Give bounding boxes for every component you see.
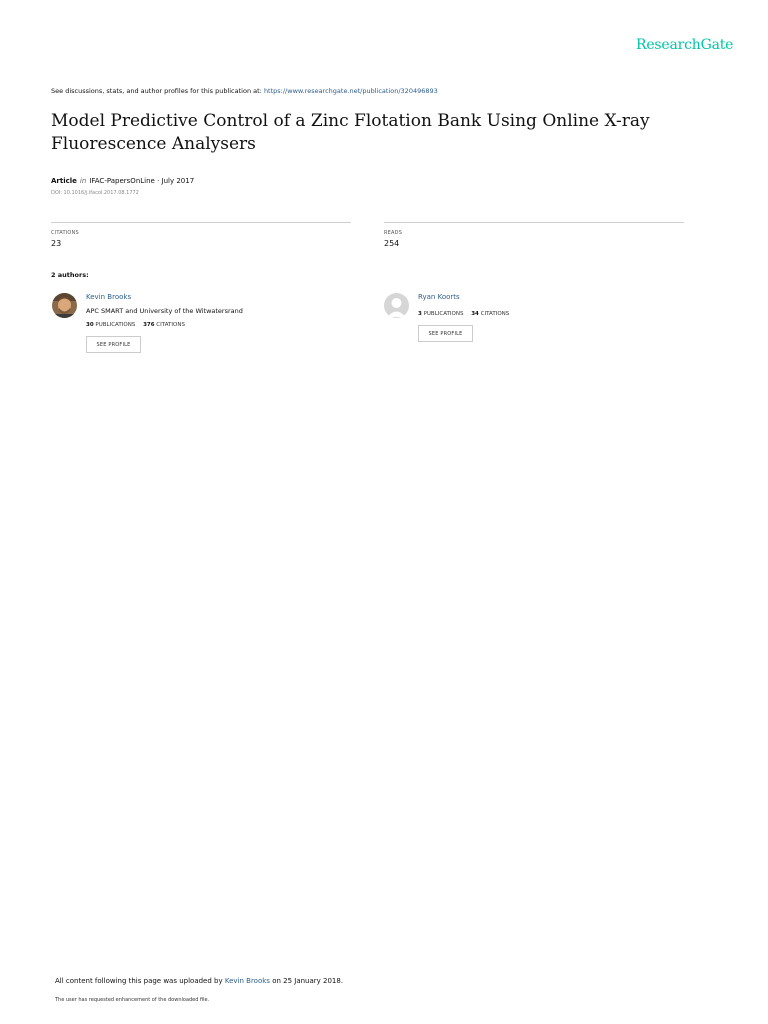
publication-venue-date: IFAC-PapersOnLine · July 2017 bbox=[89, 177, 195, 185]
author-avatar-kevin-brooks[interactable] bbox=[52, 293, 77, 318]
author-photo-icon bbox=[52, 293, 77, 318]
discussion-line bbox=[51, 87, 438, 95]
reads-value: 254 bbox=[384, 239, 400, 248]
author-publications-label: PUBLICATIONS bbox=[95, 322, 136, 328]
author-citations-count: 34 bbox=[471, 311, 479, 317]
citations-label: CITATIONS bbox=[51, 230, 79, 236]
see-profile-button[interactable]: SEE PROFILE bbox=[418, 325, 473, 342]
citations-divider bbox=[51, 222, 351, 223]
publication-doi: DOI: 10.1016/j.ifacol.2017.08.1772 bbox=[51, 190, 139, 196]
author-citations-label: CITATIONS bbox=[480, 311, 510, 317]
authors-heading: 2 authors: bbox=[51, 271, 89, 279]
default-avatar-icon bbox=[384, 293, 409, 318]
publication-title: Model Predictive Control of a Zinc Flotation Bank Using Online X-ray Fluorescence Analysers bbox=[51, 111, 650, 154]
author-citations-label: CITATIONS bbox=[156, 322, 185, 328]
publication-link-rest: www.researchgate.net/publication/320496893 bbox=[287, 87, 438, 95]
see-profile-button[interactable]: SEE PROFILE bbox=[86, 336, 141, 353]
author-affiliation: APC SMART and University of the Witwatersrand bbox=[86, 307, 243, 315]
author-citations-count: 376 bbox=[143, 322, 155, 328]
author-publications-count: 30 bbox=[86, 322, 94, 328]
author-stats bbox=[86, 322, 185, 328]
publication-type: Article bbox=[51, 177, 77, 185]
author-stats bbox=[418, 311, 509, 317]
reads-label: READS bbox=[384, 230, 403, 236]
author-publications-label: PUBLICATIONS bbox=[423, 311, 464, 317]
upload-notice bbox=[55, 977, 343, 985]
enhancement-note: The user has requested enhancement of the downloaded file. bbox=[55, 997, 210, 1003]
in-word: in bbox=[79, 177, 87, 185]
researchgate-logo[interactable]: ResearchGate bbox=[636, 37, 734, 53]
discussion-text: See discussions, stats, and author profiles for this publication at: bbox=[51, 87, 262, 95]
publication-link-prefix: https:// bbox=[263, 87, 288, 95]
author-avatar-ryan-koorts[interactable] bbox=[384, 293, 409, 318]
upload-prefix: All content following this page was uploaded by bbox=[55, 977, 223, 985]
author-name[interactable]: Ryan Koorts bbox=[418, 293, 460, 301]
upload-suffix: on 25 January 2018. bbox=[272, 977, 344, 985]
citations-value: 23 bbox=[51, 239, 62, 248]
author-publications-count: 3 bbox=[418, 311, 422, 317]
author-name[interactable]: Kevin Brooks bbox=[86, 293, 132, 301]
publication-meta bbox=[51, 177, 194, 185]
uploader-link[interactable]: Kevin Brooks bbox=[224, 977, 270, 985]
publication-link[interactable] bbox=[264, 87, 438, 95]
reads-divider bbox=[384, 222, 684, 223]
